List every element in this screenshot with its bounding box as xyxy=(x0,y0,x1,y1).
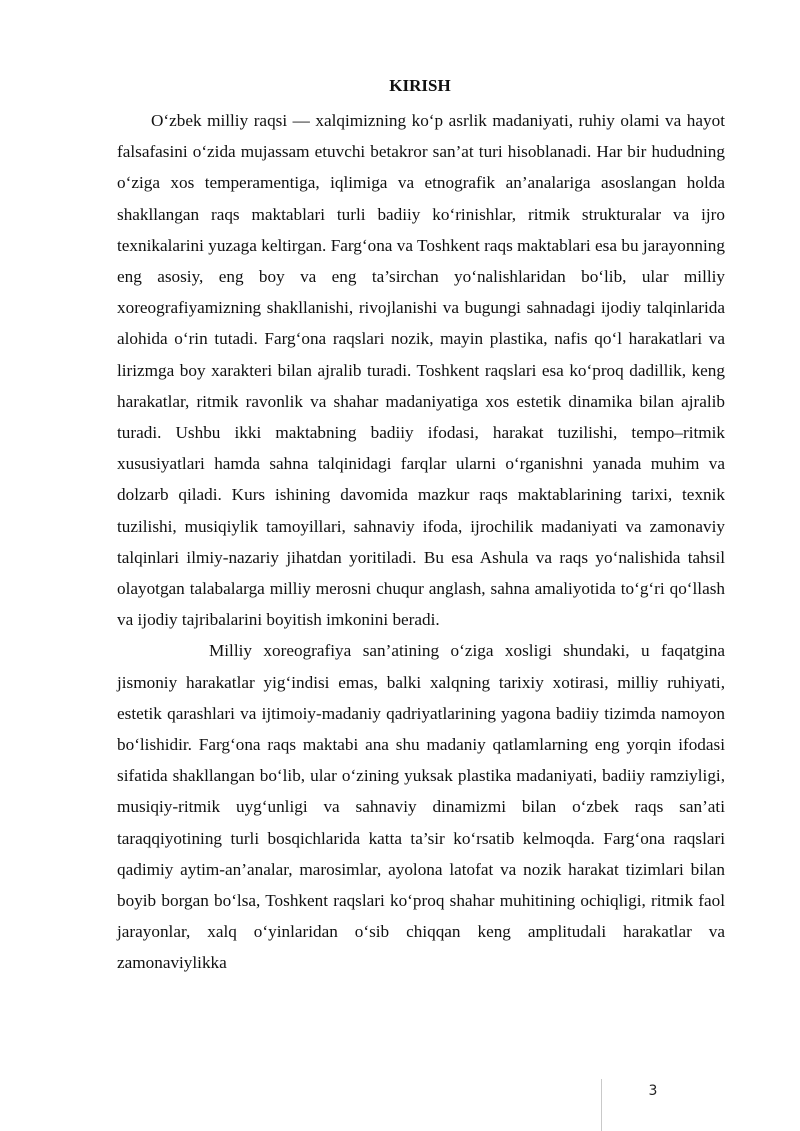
section-heading: KIRISH xyxy=(389,76,451,95)
body-text xyxy=(117,105,725,979)
page-number: 3 xyxy=(648,1083,658,1099)
paragraph-choreography: Milliy xoreografiya san’atining o‘ziga xosligi shundaki, u faqatgina jismoniy harakatlar yig‘indisi emas, balki xalqning tarixiy xotirasi, milliy ruhiyati, estetik qarashlari va ijtimoiy-madaniy qadriyatlarining yagona badiiy tizimda namoyon bo‘lishidir. Farg‘ona raqs maktabi ana shu madaniy qatlamlarning eng yorqin ifodasi sifatida shakllangan bo‘lib, ular o‘zining yuksak plastika madaniyati, badiiy ramziyligi, musiqiy-ritmik uyg‘unligi va sahnaviy dinamizmi bilan o‘zbek raqs san’ati taraqqiyotining turli bosqichlarida katta ta’sir ko‘rsatib kelmoqda. Farg‘ona raqslari qadimiy aytim-an’analar, marosimlar, ayolona latofat va nozik harakat tizimlari bilan boyib borgan bo‘lsa, Toshkent raqslari ko‘proq shahar muhitining ochiqligi, ritmik faol jarayonlar, xalq o‘yinlaridan o‘sib chiqqan keng amplitudali harakatlar va zamonaviylikka xyxy=(117,641,725,973)
footer-divider xyxy=(601,1079,602,1131)
paragraph-intro: O‘zbek milliy raqsi — xalqimizning ko‘p asrlik madaniyati, ruhiy olami va hayot falsafasini o‘zida mujassam etuvchi betakror san’at turi hisoblanadi. Har bir hududning o‘ziga xos temperamentiga, iqlimiga va etnografik an’analariga asoslangan holda shakllangan raqs maktablari turli badiiy ko‘rinishlar, ritmik strukturalar va ijro texnikalarini yuzaga keltirgan. Farg‘ona va Toshkent raqs maktablari esa bu jarayonning eng asosiy, eng boy va eng ta’sirchan yo‘nalishlaridan bo‘lib, ular milliy xoreografiyamizning shakllanishi, rivojlanishi va bugungi sahnadagi ijodiy talqinlarida alohida o‘rin tutadi. Farg‘ona raqslari nozik, mayin plastika, nafis qo‘l harakatlari va lirizmga boy xarakteri bilan ajralib turadi. Toshkent raqslari esa ko‘proq dadillik, keng harakatlar, ritmik ravonlik va shahar madaniyatiga xos estetik dinamika bilan ajralib turadi. Ushbu ikki maktabning badiiy ifodasi, harakat tuzilishi, tempo–ritmik xususiyatlari hamda sahna talqinidagi farqlar ularni o‘rganishni yanada muhim va dolzarb qiladi. Kurs ishining davomida mazkur raqs maktablarining tarixi, texnik tuzilishi, musiqiylik tamoyillari, sahnaviy ifoda, ijrochilik madaniyati va zamonaviy talqinlari ilmiy-nazariy jihatdan yoritiladi. Bu esa Ashula va raqs yo‘nalishida tahsil olayotgan talabalarga milliy merosni chuqur anglash, sahna amaliyotida to‘g‘ri qo‘llash va ijodiy tajribalarini boyitish imkonini beradi. xyxy=(117,111,725,630)
